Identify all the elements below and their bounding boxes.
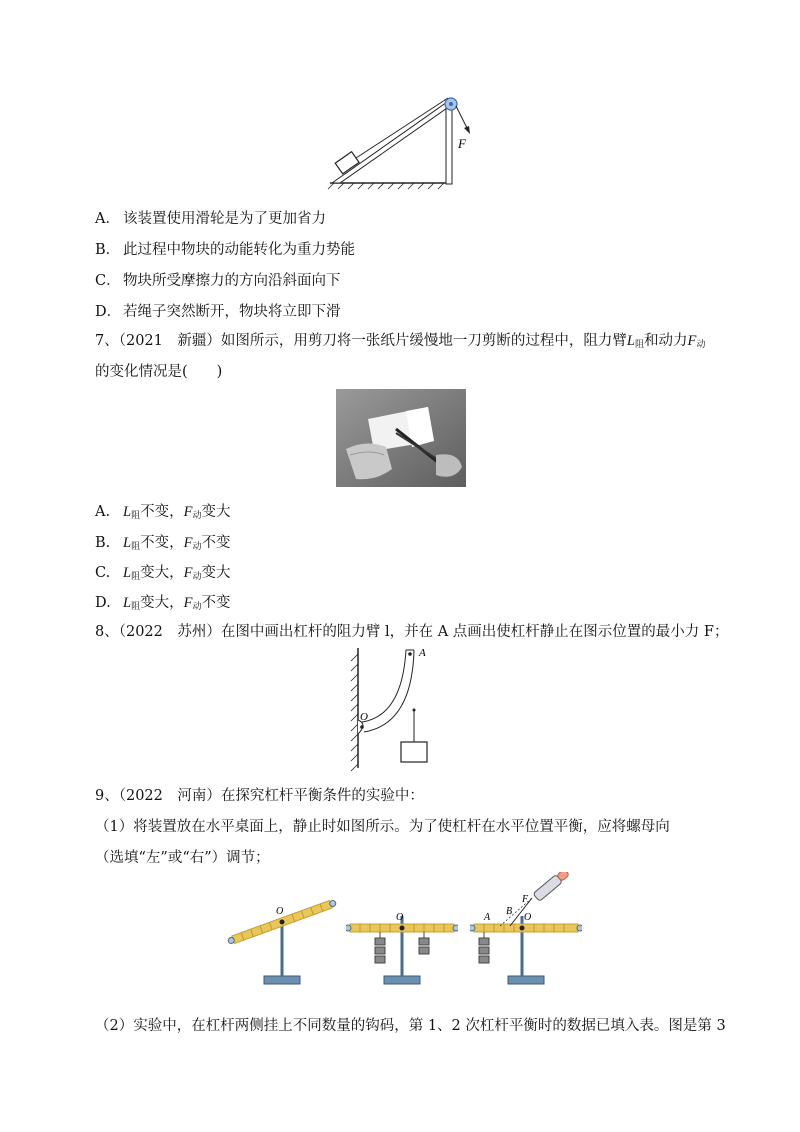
fig2-o-label: O	[396, 912, 404, 923]
lever-stand-spring-scale	[470, 872, 582, 988]
curved-lever-figure	[346, 644, 456, 772]
lever-stand-balanced	[346, 908, 458, 988]
q6-option-b: B． 此过程中物块的动能转化为重力势能	[95, 242, 355, 258]
fig1-o-label: O	[276, 906, 284, 917]
q7-option-a: A. $L_阻$不变，$F_动$变大	[95, 504, 231, 521]
fig3-f-label: F	[522, 894, 529, 905]
q7-option-d: D. $L_阻$变大，$F_动$不变	[95, 595, 231, 612]
point-a-label: A	[419, 647, 426, 659]
scissors-photo	[336, 389, 466, 487]
q9-part2: （2）实验中，在杠杆两侧挂上不同数量的钩码，第 1、2 次杠杆平衡时的数据已填入表。图是第 3	[95, 1018, 726, 1034]
q6-option-c: C． 物块所受摩擦力的方向沿斜面向下	[95, 273, 341, 289]
point-o-label: O	[360, 711, 368, 723]
fig3-b-label: B	[506, 906, 513, 917]
q9-title: 9、（2022 河南）在探究杠杆平衡条件的实验中：	[95, 788, 424, 804]
lever-stand-tilted	[226, 900, 338, 988]
q7-stem: 7、（2021 新疆）如图所示，用剪刀将一张纸片缓慢地一刀剪断的过程中，阻力臂$L_阻$和动力$F_动$	[95, 333, 706, 350]
q9-part1-line1: （1）将装置放在水平桌面上，静止时如图所示。为了使杠杆在水平位置平衡，应将螺母向	[95, 819, 670, 835]
q7-option-b: B. $L_阻$不变，$F_动$不变	[95, 535, 231, 552]
fig3-a-label: A	[484, 912, 491, 923]
fig3-o-label: O	[524, 912, 532, 923]
incline-pulley-figure	[320, 90, 490, 190]
q9-part1-line2: （选填“左”或“右”）调节；	[95, 850, 270, 866]
q7-stem-line2: 的变化情况是( )	[95, 364, 223, 380]
q6-option-a: A． 该装置使用滑轮是为了更加省力	[95, 211, 326, 227]
q7-option-c: C. $L_阻$变大，$F_动$变大	[95, 565, 231, 582]
q6-option-d: D． 若绳子突然断开，物块将立即下滑	[95, 304, 341, 320]
force-label: F	[458, 136, 466, 151]
q8-stem: 8、（2022 苏州）在图中画出杠杆的阻力臂 l，并在 A 点画出使杠杆静止在图示位置的最小力 F；	[95, 624, 729, 640]
